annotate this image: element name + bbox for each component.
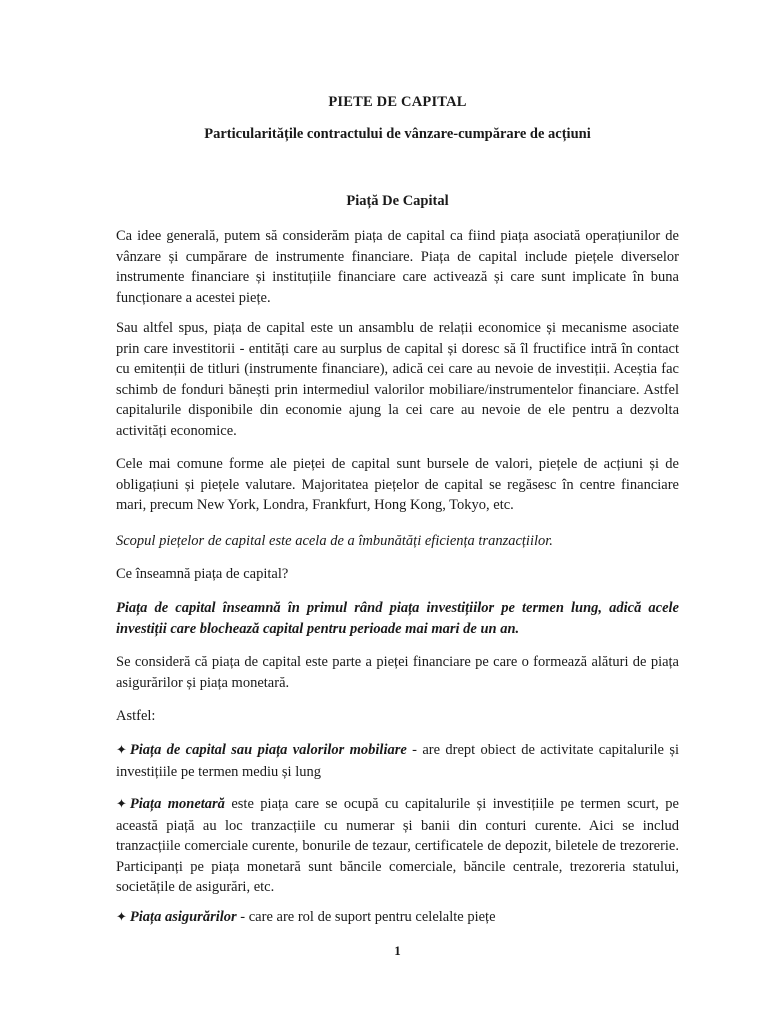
bullet-text: - are drept obiect de activitate capitalurile și investițiile pe termen mediu și lung (116, 742, 679, 780)
document-title: PIETE DE CAPITAL (328, 94, 467, 110)
paragraph-question: Ce înseamnă piața de capital? (116, 566, 289, 582)
paragraph-astfel: Astfel: (116, 708, 156, 724)
bullet-insurance-market (116, 907, 679, 929)
paragraph-answer: Piața de capital înseamnă în primul rând piața investițiilor pe termen lung, adică acele investiții care blochează capital pentru perioade mai mari de un an. (116, 600, 679, 637)
section-title: Piață De Capital (346, 193, 449, 209)
bullet-term: Piața monetară (129, 796, 225, 812)
bullet-text: este piața care se ocupă cu capitalurile și investițiile pe termen scurt, pe această piață au loc tranzacțiile cu numerar și banii din conturi curente. Aici se includ tranzacțiile comerciale curente, bonurile de tezaur, certificatele de depozit, biletele de trezorerie. Participanți pe piața monetară sunt băncile comerciale, băncile centrale, trezoreria statului, societățile de asigurări, etc. (116, 796, 679, 895)
diamond-bullet-icon: ✦ (116, 910, 127, 925)
bullet-term: Piața de capital sau piața valorilor mobiliare (129, 742, 407, 758)
paragraph-definition: Sau altfel spus, piața de capital este un ansamblu de relații economice și mecanisme asociate prin care investitorii - entități care au surplus de capital și doresc să îl fructifice intră în contact cu emitenții de titluri (instrumente financiare), adică cei care au nevoie de investiții. Aceștia fac schimb de fonduri bănești prin intermediul valorilor mobiliare/instrumentelor financiare. Astfel capitalurile disponibile din economie ajung la cei care au nevoie de ele pentru a dezvolta activități economice. (116, 320, 679, 439)
paragraph-financial-market: Se consideră că piața de capital este parte a pieței financiare pe care o formează alături de piața asigurărilor și piața monetară. (116, 654, 679, 691)
diamond-bullet-icon: ✦ (116, 743, 127, 758)
page-number: 1 (394, 943, 401, 958)
bullet-capital-market (116, 740, 679, 782)
bullet-money-market (116, 794, 679, 898)
bullet-term: Piața asigurărilor (129, 909, 237, 925)
document-subtitle: Particularitățile contractului de vânzare-cumpărare de acțiuni (204, 126, 591, 142)
paragraph-intro: Ca idee generală, putem să considerăm piața de capital ca fiind piața asociată operațiunilor de vânzare și cumpărare de instrumente financiare. Piața de capital include piețele diverselor instrumente financiare și instituțiile financiare care activează și care sunt implicate în buna funcționare a acestei piețe. (116, 228, 679, 306)
paragraph-purpose: Scopul piețelor de capital este acela de a îmbunătăți eficiența tranzacțiilor. (116, 533, 553, 549)
bullet-text: - care are rol de suport pentru celelalte piețe (236, 909, 496, 925)
diamond-bullet-icon: ✦ (116, 797, 127, 812)
paragraph-forms: Cele mai comune forme ale pieței de capital sunt bursele de valori, piețele de acțiuni și de obligațiuni și piețele valutare. Majoritatea piețelor de capital se regăsesc în centre financiare mari, precum New York, Londra, Frankfurt, Hong Kong, Tokyo, etc. (116, 456, 679, 513)
